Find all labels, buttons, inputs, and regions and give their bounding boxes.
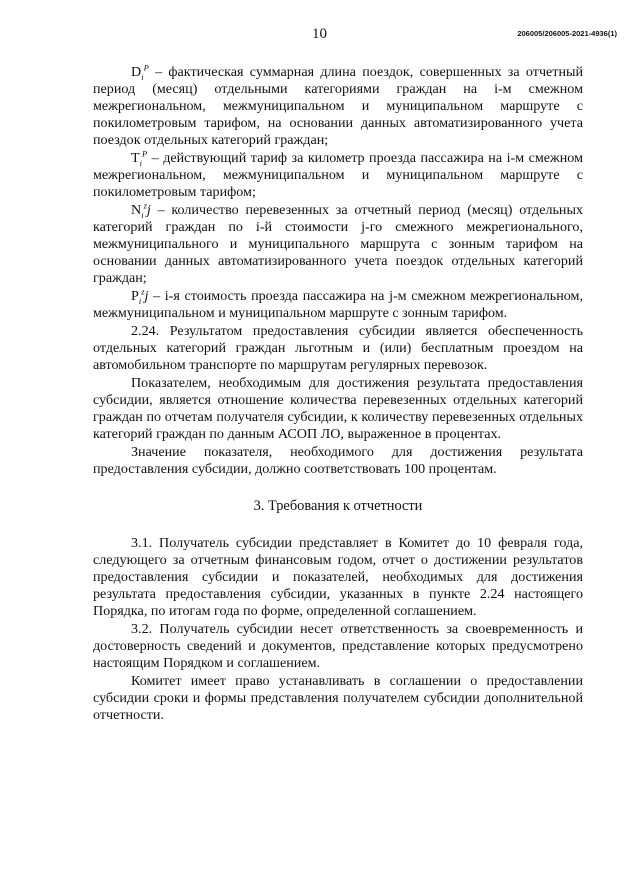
definition-t — [93, 150, 583, 201]
document-body — [93, 64, 583, 724]
paragraph-2-24: 2.24. Результатом предоставления субсидии является обеспеченность отдельных категорий граждан льготным и (или) бесплатным проездом на автомобильном транспорте по маршрутам регулярных перевозок. — [93, 323, 583, 373]
symbol-p: $P_i^zj$ — [131, 286, 149, 306]
definition-p — [93, 288, 583, 322]
section-title: 3. Требования к отчетности — [253, 498, 423, 514]
definition-p-text: – i-я стоимость проезда пассажира на j-м смежном межрегиональном, межмуниципальном и муниципальном маршруте с зонным тарифом. — [93, 288, 583, 321]
definition-t-text: – действующий тариф за километр проезда пассажира на i-м смежном межрегиональном, межмуниципальном и муниципальном маршруте с покилометровым тарифом; — [93, 150, 583, 200]
document-code: 206005/206005-2021-4936(1) — [517, 29, 617, 38]
definition-n-text: – количество перевезенных за отчетный период (месяц) отдельных категорий граждан по i-й стоимости j-го смежного межрегионального, межмуниципального и муниципального маршрута с зонным тарифом на основании данных автоматизированного учета поездок отдельных категорий граждан; — [93, 202, 583, 286]
definition-n — [93, 202, 583, 287]
definition-d — [93, 64, 583, 149]
paragraph-indicator-value: Значение показателя, необходимого для достижения результата предоставления субсидии, должно соответствовать 100 процентам. — [93, 444, 583, 477]
definition-d-text: – фактическая суммарная длина поездок, совершенных за отчетный период (месяц) отдельными категориями граждан на i-м смежном межрегиональном, межмуниципальном и муниципальном маршруте с покилометровым тарифом, на основании данных автоматизированного учета поездок отдельных категорий граждан; — [93, 64, 583, 148]
paragraph-3-1: 3.1. Получатель субсидии представляет в Комитет до 10 февраля года, следующего за отчетным финансовым годом, отчет о достижении результатов предоставления субсидии и показателей, необходимых для достижения результата предоставления субсидии, указанных в пункте 2.24 настоящего Порядка, по итогам года по форме, определенной соглашением. — [93, 535, 583, 619]
symbol-t: $T_i^P$ — [131, 148, 148, 168]
symbol-d: $D_i^P$ — [131, 62, 149, 82]
paragraph-indicator: Показателем, необходимым для достижения результата предоставления субсидии, является отношение количества перевезенных отдельных категорий граждан по отчетам получателя субсидии, к количеству перевезенных отдельных категорий граждан по данным АСОП ЛО, выраженное в процентах. — [93, 375, 583, 442]
symbol-n: $N_i^zj$ — [131, 200, 151, 220]
paragraph-committee-right: Комитет имеет право устанавливать в соглашении о предоставлении субсидии сроки и формы представления получателем субсидии дополнительной отчетности. — [93, 673, 583, 723]
page-number: 10 — [312, 26, 327, 42]
paragraph-3-2: 3.2. Получатель субсидии несет ответственность за своевременность и достоверность сведений и документов, представление которых предусмотрено настоящим Порядком и соглашением. — [93, 621, 583, 671]
